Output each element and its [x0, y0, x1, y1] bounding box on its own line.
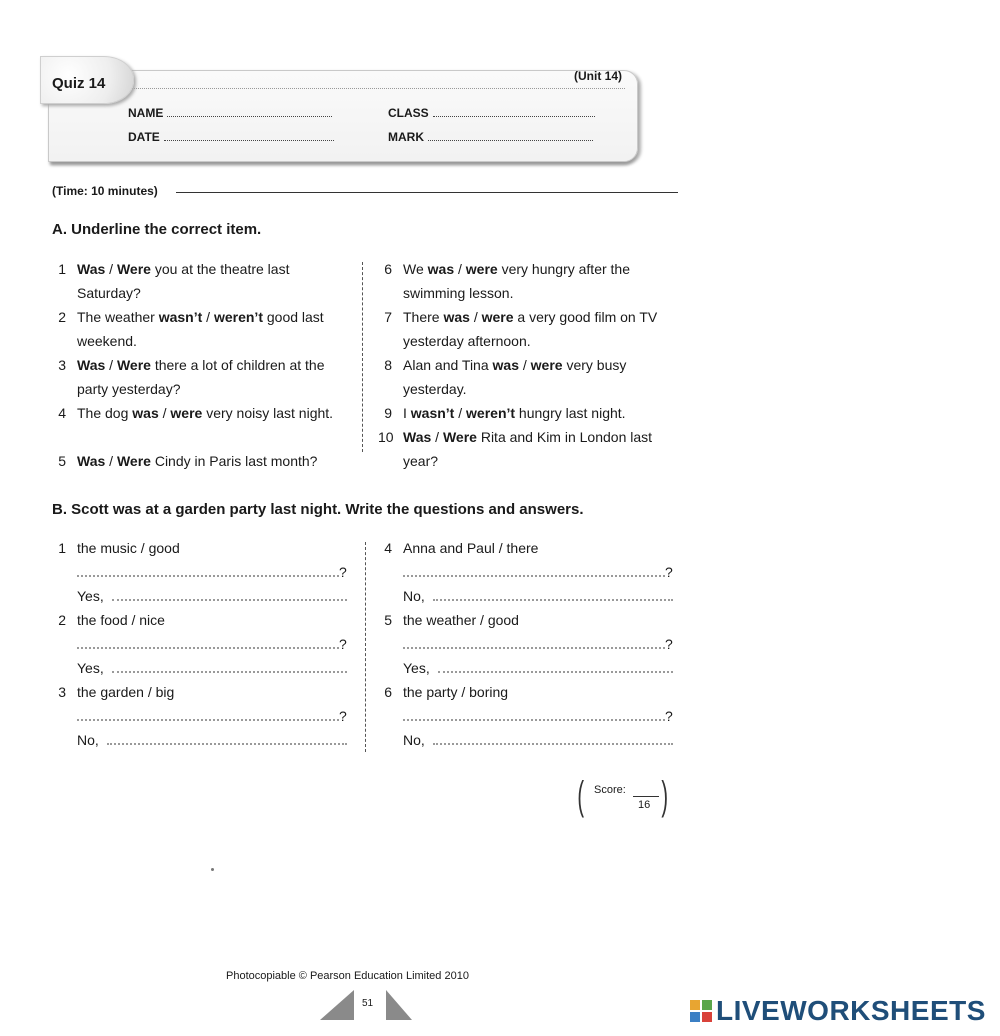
- header-dotted-line: [120, 88, 625, 89]
- item-number: 4: [58, 405, 66, 421]
- question-answer-line[interactable]: [403, 564, 673, 580]
- copyright-footer: Photocopiable © Pearson Education Limited 2010: [226, 970, 469, 982]
- question-mark: ?: [339, 708, 347, 724]
- section-a-divider: [362, 262, 363, 452]
- answer-line[interactable]: [403, 588, 673, 604]
- mark-field[interactable]: [388, 130, 593, 144]
- item-number: 7: [384, 309, 392, 325]
- answer-start: Yes,: [77, 660, 104, 676]
- class-label: CLASS: [388, 106, 429, 120]
- section-b-item-2: [52, 612, 165, 628]
- item-number: 4: [384, 540, 392, 556]
- item-text[interactable]: The weather wasn’t / weren’t good last weekend.: [77, 309, 324, 349]
- section-b-item-3: [52, 684, 174, 700]
- answer-line[interactable]: [403, 732, 673, 748]
- item-number: 6: [384, 684, 392, 700]
- item-number: 10: [378, 429, 394, 445]
- score-right-paren: ): [661, 774, 668, 818]
- section-b-title: B. Scott was at a garden party last night. Write the questions and answers.: [52, 501, 584, 518]
- speck: [211, 868, 214, 871]
- answer-start: No,: [77, 732, 99, 748]
- item-number: 9: [384, 405, 392, 421]
- section-b-item-6: [378, 684, 508, 700]
- question-mark: ?: [665, 564, 673, 580]
- item-prompt: the party / boring: [403, 684, 509, 700]
- score-total: 16: [638, 799, 651, 811]
- question-answer-line[interactable]: [77, 564, 347, 580]
- question-answer-line[interactable]: [77, 636, 347, 652]
- item-text[interactable]: Was / Were Rita and Kim in London last year?: [403, 429, 653, 469]
- answer-line[interactable]: [77, 588, 347, 604]
- item-prompt: the food / nice: [77, 612, 165, 628]
- item-text[interactable]: The dog was / were very noisy last night.: [77, 405, 334, 421]
- item-text[interactable]: I wasn’t / weren’t hungry last night.: [403, 405, 626, 421]
- item-number: 1: [58, 261, 66, 277]
- page-number: 51: [362, 998, 374, 1009]
- time-rule: [176, 192, 678, 193]
- section-b-divider: [365, 542, 366, 752]
- score-label: Score:: [594, 784, 626, 796]
- class-field[interactable]: [388, 106, 595, 120]
- item-number: 5: [384, 612, 392, 628]
- section-b-item-5: [378, 612, 519, 628]
- page-tab-left: [320, 990, 354, 1020]
- item-text[interactable]: There was / were a very good film on TV yesterday afternoon.: [403, 309, 658, 349]
- item-text[interactable]: Was / Were Cindy in Paris last month?: [77, 453, 318, 469]
- section-b-item-4: [378, 540, 538, 556]
- quiz-title: Quiz 14: [52, 75, 106, 92]
- item-prompt: the music / good: [77, 540, 180, 556]
- name-label: NAME: [128, 106, 164, 120]
- section-a-title: A. Underline the correct item.: [52, 221, 262, 238]
- item-text[interactable]: Alan and Tina was / were very busy yesterday.: [403, 357, 627, 397]
- liveworksheets-brand[interactable]: LIVEWORKSHEETS: [716, 995, 986, 1026]
- item-prompt: Anna and Paul / there: [403, 540, 539, 556]
- time-label: (Time: 10 minutes): [52, 184, 158, 198]
- question-mark: ?: [665, 636, 673, 652]
- name-field[interactable]: [128, 106, 332, 120]
- item-number: 3: [58, 684, 66, 700]
- question-answer-line[interactable]: [403, 636, 673, 652]
- item-number: 1: [58, 540, 66, 556]
- mark-label: MARK: [388, 130, 424, 144]
- answer-start: Yes,: [403, 660, 430, 676]
- answer-line[interactable]: [77, 660, 347, 676]
- item-number: 5: [58, 453, 66, 469]
- answer-start: Yes,: [77, 588, 104, 604]
- answer-start: No,: [403, 588, 425, 604]
- item-prompt: the weather / good: [403, 612, 519, 628]
- question-answer-line[interactable]: [403, 708, 673, 724]
- answer-line[interactable]: [77, 732, 347, 748]
- item-number: 8: [384, 357, 392, 373]
- section-b-item-1: [52, 540, 180, 556]
- answer-start: No,: [403, 732, 425, 748]
- answer-line[interactable]: [403, 660, 673, 676]
- score-fraction-line: [633, 796, 659, 797]
- item-prompt: the garden / big: [77, 684, 175, 700]
- item-number: 3: [58, 357, 66, 373]
- unit-label: (Unit 14): [574, 69, 622, 83]
- item-number: 6: [384, 261, 392, 277]
- item-number: 2: [58, 309, 66, 325]
- question-mark: ?: [665, 708, 673, 724]
- score-box: [577, 774, 676, 822]
- question-mark: ?: [339, 564, 347, 580]
- score-left-paren: (: [577, 774, 584, 818]
- item-text[interactable]: Was / Were there a lot of children at the party yesterday?: [77, 357, 325, 397]
- item-number: 2: [58, 612, 66, 628]
- date-field[interactable]: [128, 130, 334, 144]
- item-text[interactable]: We was / were very hungry after the swimming lesson.: [403, 261, 630, 301]
- item-text[interactable]: Was / Were you at the theatre last Saturday?: [77, 261, 290, 301]
- question-answer-line[interactable]: [77, 708, 347, 724]
- question-mark: ?: [339, 636, 347, 652]
- liveworksheets-logo-icon: [690, 1000, 712, 1022]
- date-label: DATE: [128, 130, 160, 144]
- page-tab-right: [386, 990, 412, 1020]
